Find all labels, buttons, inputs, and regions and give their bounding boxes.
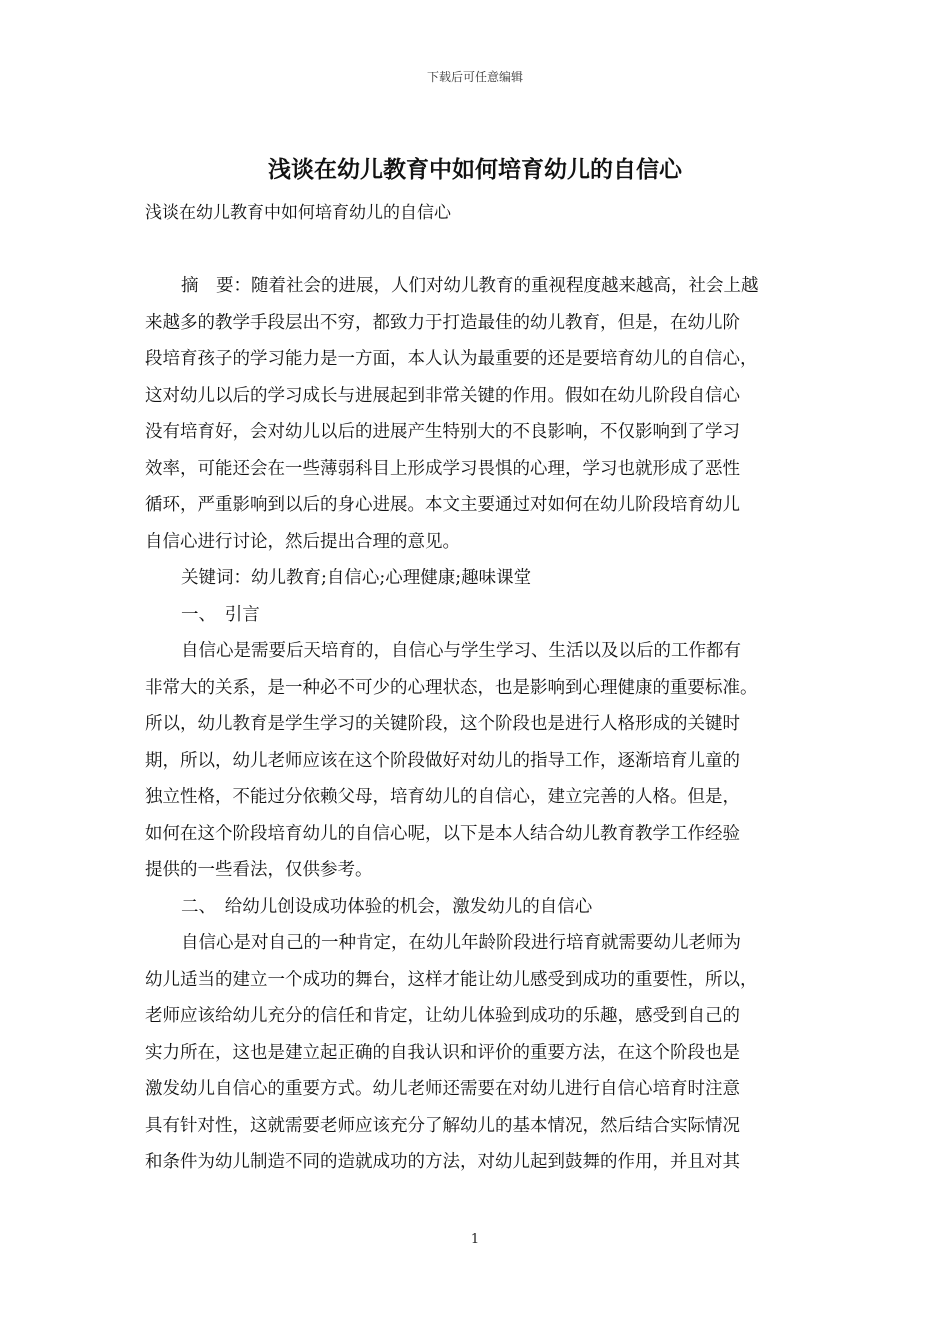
- paragraph-line: 幼儿适当的建立一个成功的舞台，这样才能让幼儿感受到成功的重要性，所以，: [145, 969, 758, 990]
- header-note: 下载后可任意编辑: [426, 70, 523, 84]
- abstract-line: 自信心进行讨论，然后提出合理的意见。: [145, 531, 460, 552]
- paragraph-line: 独立性格，不能过分依赖父母，培育幼儿的自信心，建立完善的人格。但是，: [145, 787, 740, 807]
- page-number: 1: [470, 1232, 480, 1247]
- page-title: 浅谈在幼儿教育中如何培育幼儿的自信心: [268, 156, 682, 183]
- paragraph-line: 如何在这个阶段培育幼儿的自信心呢，以下是本人结合幼儿教育教学工作经验: [145, 823, 740, 844]
- paragraph-line: 自信心是需要后天培育的，自信心与学生学习、生活以及以后的工作都有: [181, 641, 741, 661]
- paragraph-line: 激发幼儿自信心的重要方式。幼儿老师还需要在对幼儿进行自信心培育时注意: [145, 1079, 740, 1099]
- paragraph-line: 实力所在，这也是建立起正确的自我认识和评价的重要方法，在这个阶段也是: [145, 1042, 740, 1063]
- paragraph-line: 具有针对性，这就需要老师应该充分了解幼儿的基本情况，然后结合实际情况: [145, 1115, 740, 1136]
- abstract-line: 摘 要：随着社会的进展，人们对幼儿教育的重视程度越来越高，社会上越: [181, 276, 759, 296]
- paragraph-line: 期，所以，幼儿老师应该在这个阶段做好对幼儿的指导工作，逐渐培育儿童的: [145, 750, 740, 771]
- paragraph-line: 所以，幼儿教育是学生学习的关键阶段，这个阶段也是进行人格形成的关键时: [145, 714, 740, 734]
- abstract-line: 来越多的教学手段层出不穷，都致力于打造最佳的幼儿教育，但是，在幼儿阶: [145, 312, 740, 333]
- abstract-line: 这对幼儿以后的学习成长与进展起到非常关键的作用。假如在幼儿阶段自信心: [145, 385, 740, 406]
- keywords-line: 关键词：幼儿教育;自信心;心理健康;趣味课堂: [181, 568, 532, 588]
- section-heading-1: 一、 引言: [181, 604, 260, 625]
- abstract-line: 效率，可能还会在一些薄弱科目上形成学习畏惧的心理，学习也就形成了恶性: [145, 458, 740, 479]
- abstract-line: 循环，严重影响到以后的身心进展。本文主要通过对如何在幼儿阶段培育幼儿: [145, 495, 740, 515]
- abstract-line: 段培育孩子的学习能力是一方面，本人认为最重要的还是要培育幼儿的自信心，: [145, 349, 758, 369]
- body-text: [145, 268, 810, 1181]
- paragraph-line: 提供的一些看法，仅供参考。: [145, 860, 373, 880]
- paragraph-line: 非常大的关系，是一种必不可少的心理状态，也是影响到心理健康的重要标准。: [145, 677, 758, 698]
- subtitle: 浅谈在幼儿教育中如何培育幼儿的自信心: [145, 203, 451, 223]
- paragraph-line: 自信心是对自己的一种肯定，在幼儿年龄阶段进行培育就需要幼儿老师为: [181, 933, 741, 953]
- paragraph-line: 老师应该给幼儿充分的信任和肯定，让幼儿体验到成功的乐趣，感受到自己的: [145, 1006, 740, 1026]
- section-heading-2: 二、 给幼儿创设成功体验的机会，激发幼儿的自信心: [181, 896, 593, 917]
- paragraph-line: 和条件为幼儿制造不同的造就成功的方法，对幼儿起到鼓舞的作用，并且对其: [145, 1152, 740, 1172]
- abstract-line: 没有培育好，会对幼儿以后的进展产生特别大的不良影响，不仅影响到了学习: [145, 422, 740, 442]
